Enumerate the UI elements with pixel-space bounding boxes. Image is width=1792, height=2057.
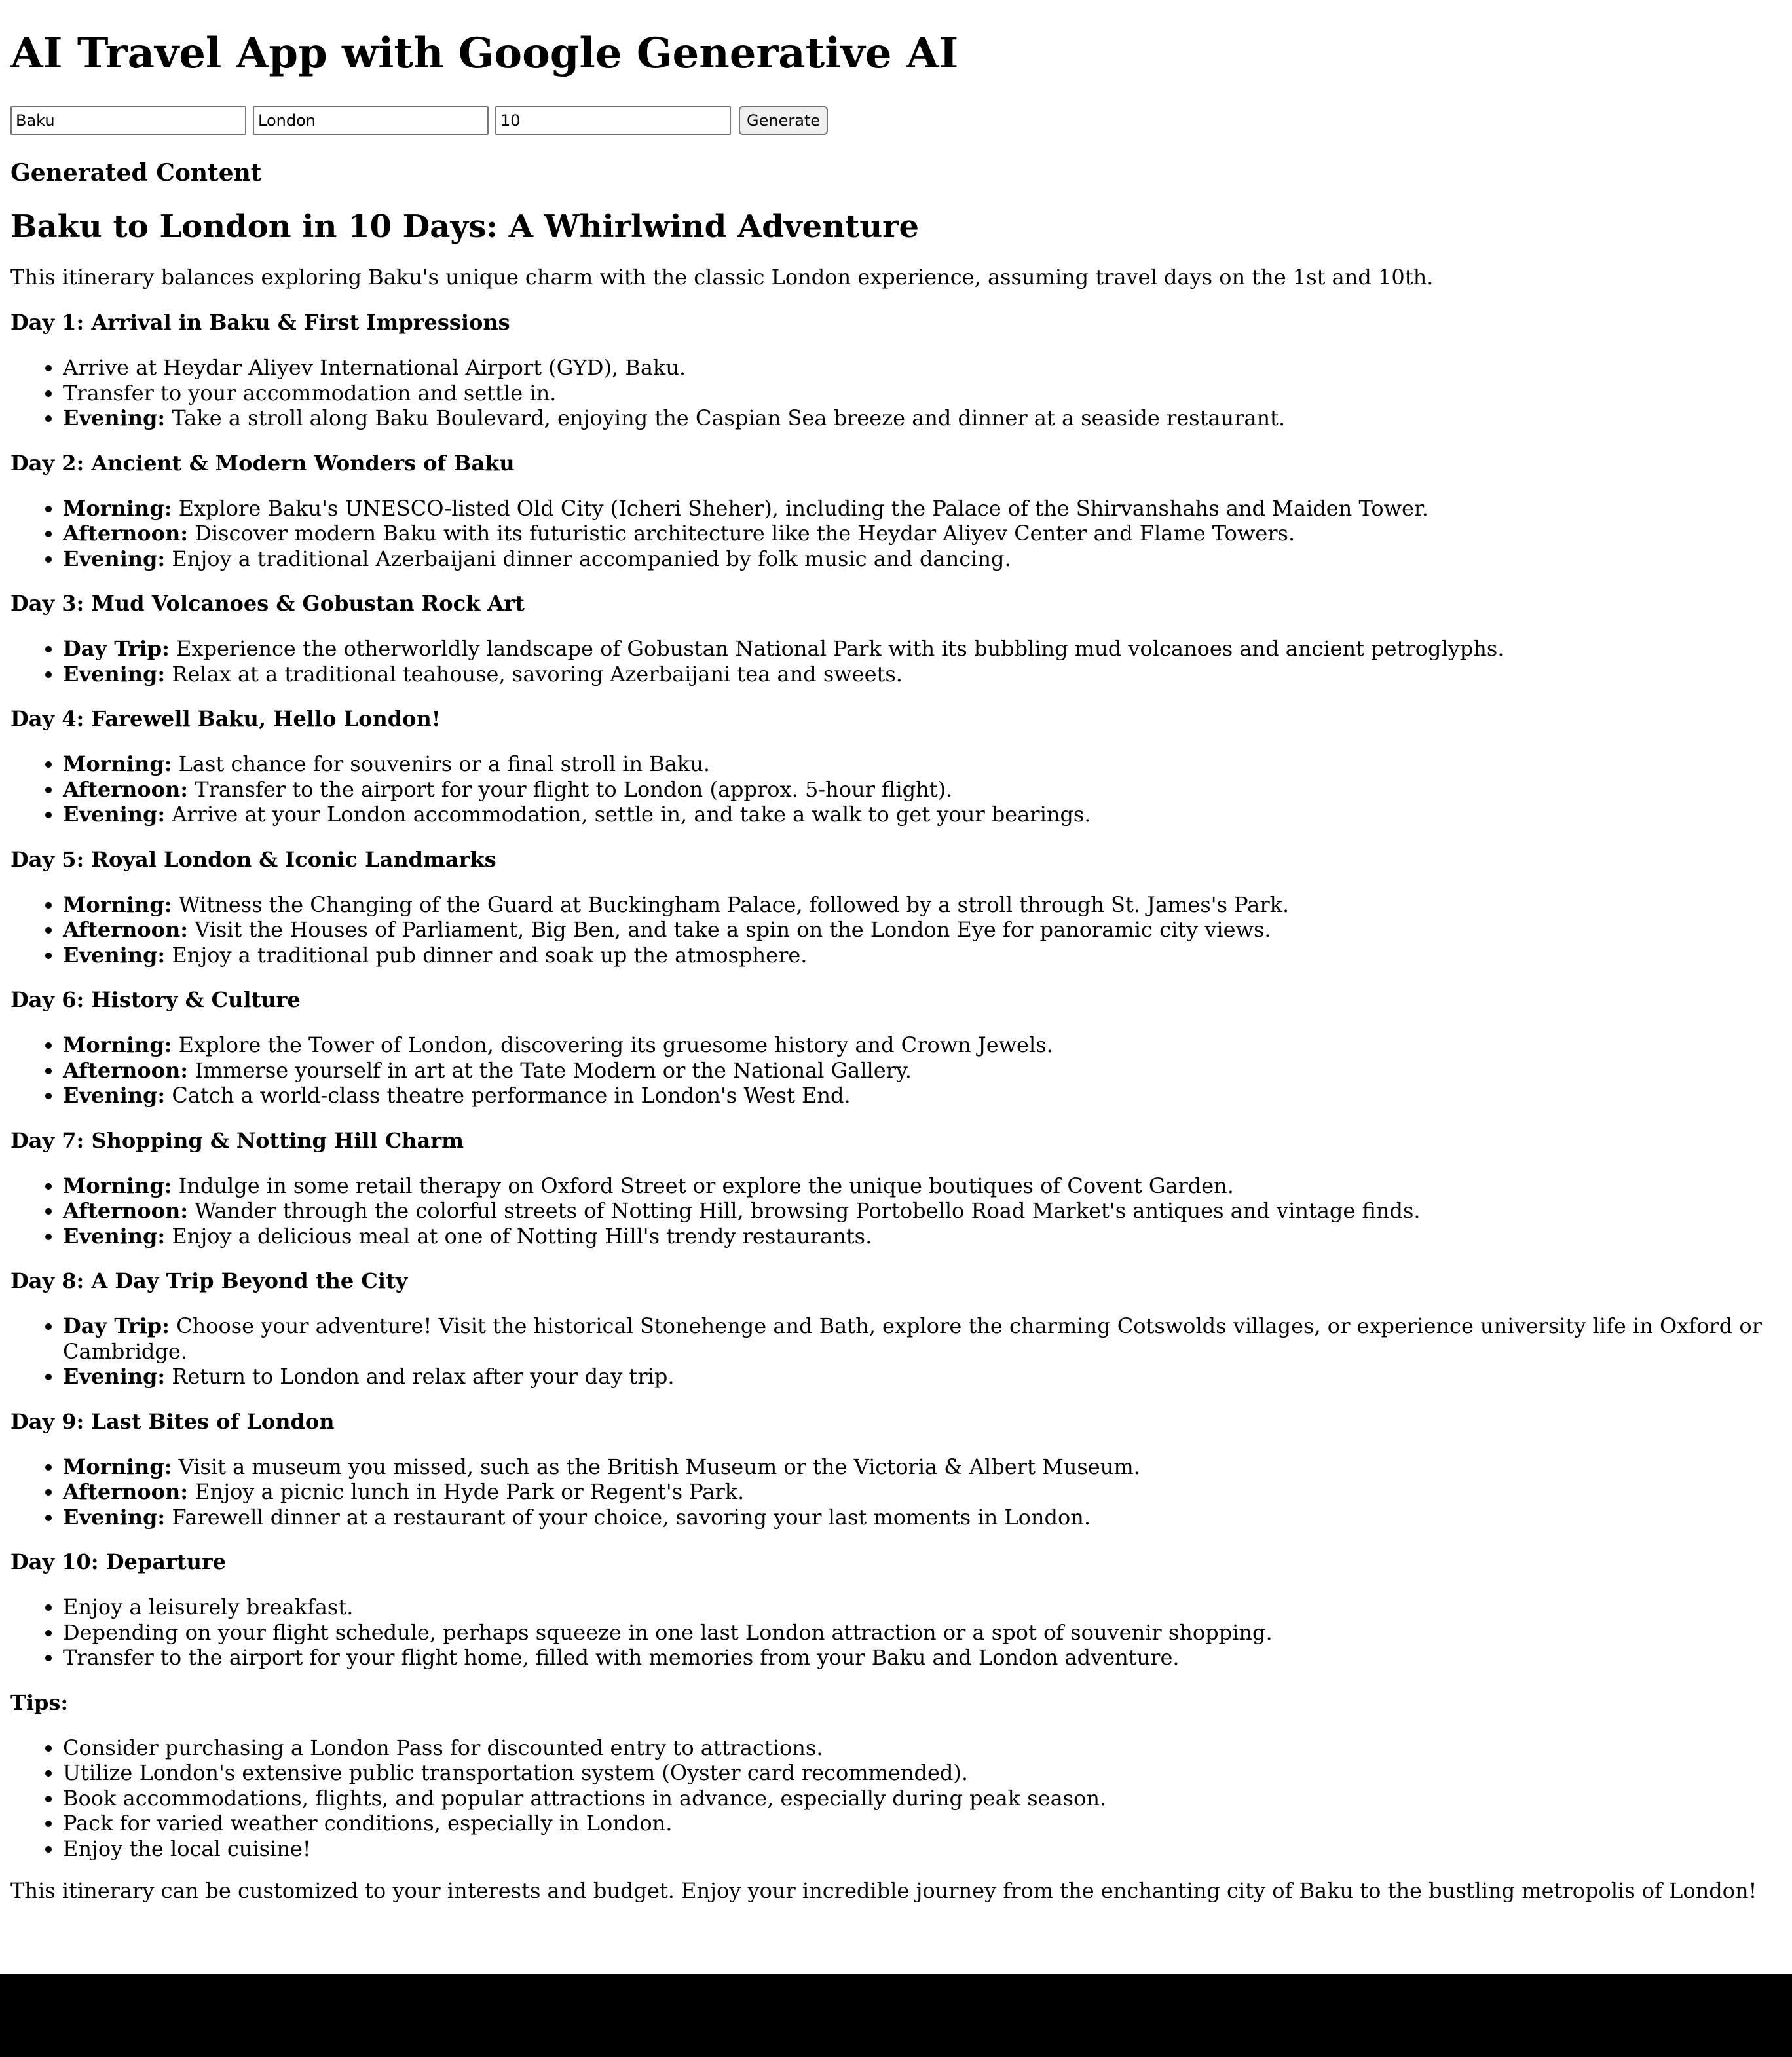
item-lead: Day Trip: [63, 1313, 170, 1338]
generate-button[interactable]: Generate [739, 106, 828, 135]
item-text: Transfer to your accommodation and settle in. [63, 380, 557, 406]
list-item [63, 1505, 1779, 1530]
origin-input[interactable] [10, 106, 246, 135]
list-item [63, 1198, 1779, 1224]
item-text: Transfer to the airport for your flight to London (approx. 5-hour flight). [188, 776, 953, 802]
itinerary-closing: This itinerary can be customized to your interests and budget. Enjoy your incredible journey from the enchanting city of Baku to the bustling metropolis of London! [10, 1878, 1757, 1903]
list-item [63, 1786, 1779, 1811]
item-text: Discover modern Baku with its futuristic architecture like the Heydar Aliyev Center and Flame Towers. [188, 521, 1296, 546]
item-text: Arrive at Heydar Aliyev International Airport (GYD), Baku. [63, 355, 686, 380]
day-items-list [10, 1173, 1779, 1249]
item-text: Return to London and relax after your day trip. [165, 1364, 675, 1389]
day-title: Day 4: Farewell Baku, Hello London! [10, 706, 441, 731]
item-lead: Evening: [63, 1504, 166, 1530]
item-lead: Afternoon: [63, 521, 189, 546]
item-lead: Afternoon: [63, 1198, 189, 1223]
list-item [63, 662, 1779, 687]
list-item [63, 1224, 1779, 1249]
day-items-list [10, 892, 1779, 968]
item-text: Immerse yourself in art at the Tate Modern or the National Gallery. [188, 1057, 912, 1083]
item-lead: Afternoon: [63, 776, 189, 802]
list-item [63, 1645, 1779, 1670]
list-item [63, 1836, 1779, 1862]
day-title: Day 3: Mud Volcanoes & Gobustan Rock Art [10, 591, 525, 616]
list-item [63, 521, 1779, 546]
item-text: Experience the otherworldly landscape of Gobustan National Park with its bubbling mud volcanoes and ancient petroglyphs. [169, 636, 1504, 661]
item-lead: Morning: [63, 1032, 172, 1057]
item-text: Book accommodations, flights, and popular attractions in advance, especially during peak season. [63, 1785, 1107, 1811]
item-lead: Morning: [63, 495, 172, 521]
item-text: Enjoy a traditional Azerbaijani dinner accompanied by folk music and dancing. [165, 546, 1011, 571]
day-items-list [10, 1313, 1779, 1389]
list-item [63, 1735, 1779, 1761]
list-item [63, 406, 1779, 431]
list-item [63, 892, 1779, 918]
list-item [63, 943, 1779, 968]
item-lead: Morning: [63, 1454, 172, 1479]
list-item [63, 1620, 1779, 1646]
day-title: Day 5: Royal London & Iconic Landmarks [10, 846, 496, 872]
black-footer-bar [0, 1974, 1792, 2057]
item-lead: Evening: [63, 1083, 166, 1108]
day-title: Day 8: A Day Trip Beyond the City [10, 1268, 408, 1293]
list-item [63, 355, 1779, 381]
list-item [63, 496, 1779, 521]
item-lead: Morning: [63, 1173, 172, 1198]
day-items-list [10, 636, 1779, 687]
list-item [63, 1811, 1779, 1836]
item-text: Explore Baku's UNESCO-listed Old City (Icheri Sheher), including the Palace of the Shirvanshahs and Maiden Tower. [172, 495, 1428, 521]
itinerary-title: Baku to London in 10 Days: A Whirlwind Adventure [10, 208, 919, 245]
itinerary-days [10, 310, 1779, 1861]
list-item [63, 1364, 1779, 1389]
generated-content [10, 151, 1779, 1904]
item-lead: Morning: [63, 751, 172, 776]
list-item [63, 1083, 1779, 1108]
list-item [63, 1454, 1779, 1480]
list-item [63, 777, 1779, 802]
item-text: Enjoy a leisurely breakfast. [63, 1595, 354, 1619]
item-text: Utilize London's extensive public transportation system (Oyster card recommended). [63, 1760, 969, 1785]
item-text: Transfer to the airport for your flight home, filled with memories from your Baku and London adventure. [63, 1645, 1180, 1670]
item-lead: Afternoon: [63, 1479, 189, 1504]
item-lead: Evening: [63, 942, 166, 968]
item-text: Witness the Changing of the Guard at Buckingham Palace, followed by a stroll through St. James's Park. [172, 892, 1290, 917]
list-item [63, 1595, 1779, 1620]
item-lead: Evening: [63, 1223, 166, 1249]
item-text: Visit a museum you missed, such as the British Museum or the Victoria & Albert Museum. [172, 1454, 1140, 1479]
day-title: Day 7: Shopping & Notting Hill Charm [10, 1127, 464, 1153]
item-text: Indulge in some retail therapy on Oxford Street or explore the unique boutiques of Covent Garden. [172, 1173, 1234, 1198]
item-text: Wander through the colorful streets of Notting Hill, browsing Portobello Road Market's antiques and vintage finds. [188, 1198, 1421, 1223]
item-lead: Evening: [63, 1364, 166, 1389]
trip-form [10, 106, 828, 135]
day-title: Day 9: Last Bites of London [10, 1408, 335, 1434]
item-lead: Afternoon: [63, 917, 189, 942]
item-text: Depending on your flight schedule, perhaps squeeze in one last London attraction or a spot of souvenir shopping. [63, 1619, 1273, 1645]
item-text: Enjoy a delicious meal at one of Notting Hill's trendy restaurants. [165, 1223, 872, 1249]
tips-title: Tips: [10, 1689, 69, 1715]
item-text: Take a stroll along Baku Boulevard, enjoying the Caspian Sea breeze and dinner at a seaside restaurant. [165, 406, 1286, 430]
list-item [63, 917, 1779, 943]
item-text: Arrive at your London accommodation, settle in, and take a walk to get your bearings. [165, 802, 1091, 827]
day-items-list [10, 1454, 1779, 1530]
list-item [63, 1058, 1779, 1084]
item-lead: Morning: [63, 892, 172, 917]
day-items-list [10, 355, 1779, 431]
list-item [63, 751, 1779, 777]
item-text: Last chance for souvenirs or a final stroll in Baku. [172, 751, 711, 776]
item-lead: Evening: [63, 406, 166, 430]
list-item [63, 1032, 1779, 1058]
item-text: Relax at a traditional teahouse, savoring Azerbaijani tea and sweets. [165, 661, 903, 687]
item-lead: Afternoon: [63, 1057, 189, 1083]
list-item [63, 802, 1779, 827]
list-item [63, 546, 1779, 572]
day-items-list [10, 1735, 1779, 1862]
day-title: Day 6: History & Culture [10, 987, 301, 1012]
day-title: Day 10: Departure [10, 1549, 227, 1574]
item-lead: Evening: [63, 546, 166, 571]
generated-content-title: Generated Content [10, 159, 262, 187]
item-text: Catch a world-class theatre performance in London's West End. [165, 1083, 851, 1108]
item-text: Choose your adventure! Visit the historical Stonehenge and Bath, explore the charming Cotswolds villages, or experience university life in Oxford or Cambridge. [63, 1313, 1762, 1364]
list-item [63, 636, 1779, 662]
list-item [63, 1313, 1779, 1364]
list-item [63, 1173, 1779, 1199]
item-lead: Evening: [63, 802, 166, 827]
list-item [63, 1760, 1779, 1786]
list-item [63, 1479, 1779, 1505]
item-text: Enjoy a traditional pub dinner and soak up the atmosphere. [165, 942, 808, 968]
day-items-list [10, 496, 1779, 572]
item-text: Enjoy the local cuisine! [63, 1836, 311, 1861]
day-items-list [10, 751, 1779, 827]
item-text: Enjoy a picnic lunch in Hyde Park or Regent's Park. [188, 1479, 745, 1504]
item-text: Explore the Tower of London, discovering its gruesome history and Crown Jewels. [172, 1032, 1053, 1057]
itinerary-intro: This itinerary balances exploring Baku's unique charm with the classic London experience, assuming travel days on the 1st and 10th. [10, 265, 1434, 290]
list-item [63, 381, 1779, 406]
item-lead: Evening: [63, 661, 166, 687]
day-title: Day 1: Arrival in Baku & First Impressions [10, 310, 510, 335]
item-text: Farewell dinner at a restaurant of your choice, savoring your last moments in London. [165, 1504, 1091, 1530]
item-text: Consider purchasing a London Pass for discounted entry to attractions. [63, 1735, 823, 1760]
day-items-list [10, 1032, 1779, 1108]
destination-input[interactable] [253, 106, 489, 135]
day-items-list [10, 1595, 1779, 1670]
item-text: Pack for varied weather conditions, especially in London. [63, 1811, 673, 1836]
item-lead: Day Trip: [63, 636, 170, 661]
item-text: Visit the Houses of Parliament, Big Ben, and take a spin on the London Eye for panoramic city views. [188, 917, 1271, 942]
days-input[interactable] [495, 106, 731, 135]
app-title: AI Travel App with Google Generative AI [10, 29, 959, 78]
day-title: Day 2: Ancient & Modern Wonders of Baku [10, 450, 515, 476]
